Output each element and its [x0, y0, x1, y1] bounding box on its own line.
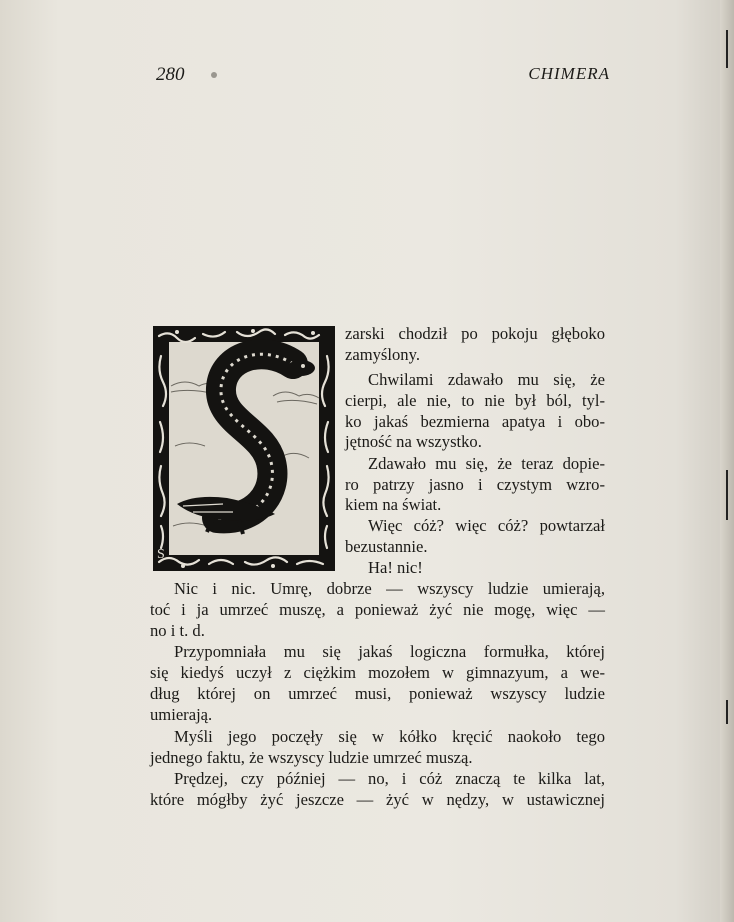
text-line: Ha! nic!: [368, 558, 423, 577]
text-line: Prędzej, czy później — no, i cóż znaczą te kilka lat,: [174, 769, 605, 788]
running-title: CHIMERA: [528, 64, 610, 83]
scan-edge-mark: [726, 700, 728, 724]
text-line: zarski chodził po pokoju głęboko: [345, 324, 605, 343]
page-edge-shadow: [720, 0, 734, 922]
text-line: się kiedyś uczył z ciężkim mozołem w gimnazyum, a we-: [150, 663, 605, 682]
text-line: umierają.: [150, 705, 213, 724]
monogram: S: [157, 547, 165, 562]
text-line: kiem na świat.: [345, 495, 442, 514]
text-line: Myśli jego poczęły się w kółko kręcić naokoło tego: [174, 727, 605, 746]
show-through-texture: [160, 96, 610, 116]
text-line: jętność na wszystko.: [345, 432, 482, 451]
ink-speck: [211, 72, 217, 78]
text-line: ko jakaś bezmierna apatya i obo-: [345, 412, 605, 431]
text-line: cierpi, ale nie, to nie był ból, tyl-: [345, 391, 605, 410]
page-number: 280: [156, 64, 185, 85]
text-line: no i t. d.: [150, 621, 205, 640]
text-line: bezustannie.: [345, 537, 428, 556]
text-line: Zdawało mu się, że teraz dopie-: [368, 454, 605, 473]
lizard-initial-illustration: [153, 326, 335, 571]
text-line: Chwilami zdawało mu się, że: [368, 370, 605, 389]
text-line: które mógłby żyć jeszcze — żyć w nędzy, w ustawicznej: [150, 790, 605, 809]
text-line: Więc cóż? więc cóż? powtarzał: [368, 516, 605, 535]
text-line: toć i ja umrzeć muszę, a ponieważ żyć nie mogę, więc —: [150, 600, 605, 619]
text-line: Przypomniała mu się jakaś logiczna formułka, której: [174, 642, 605, 661]
scan-edge-mark: [726, 470, 728, 520]
text-line: ro patrzy jasno i czystym wzro-: [345, 475, 605, 494]
decorative-initial-s: [153, 326, 335, 571]
text-line: zamyślony.: [345, 345, 420, 364]
scan-edge-mark: [726, 30, 728, 68]
text-line: Nic i nic. Umrę, dobrze — wszyscy ludzie umierają,: [174, 579, 605, 598]
text-line: jednego faktu, że wszyscy ludzie umrzeć muszą.: [150, 748, 473, 767]
text-line: dług której on umrzeć musi, ponieważ wszyscy ludzie: [150, 684, 605, 703]
